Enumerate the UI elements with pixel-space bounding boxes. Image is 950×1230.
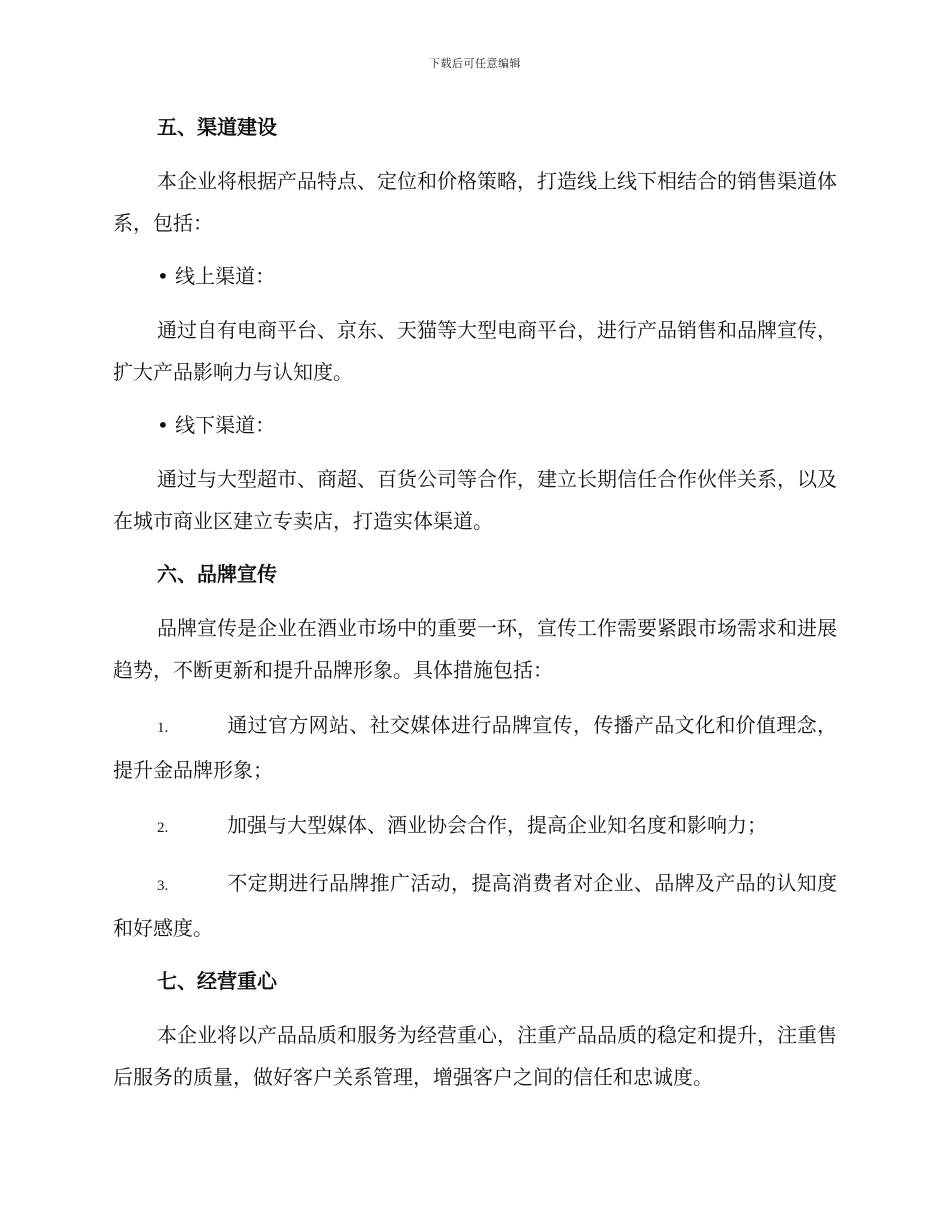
- page-header: 下载后可任意编辑: [429, 57, 521, 70]
- offline-channel-bullet: • 线下渠道：: [157, 413, 276, 437]
- brand-list-item: [113, 804, 837, 849]
- list-item-text: 通过官方网站、社交媒体进行品牌宣传，传播产品文化和价值理念，提升金品牌形象；: [113, 713, 837, 782]
- online-channel-paragraph: 通过自有电商平台、京东、天猫等大型电商平台，进行产品销售和品牌宣传，扩大产品影响力与认知度。: [113, 318, 837, 384]
- list-item-number: 2.: [157, 820, 169, 836]
- document-body: [113, 108, 837, 1111]
- list-item-text: 加强与大型媒体、酒业协会合作，提高企业知名度和影响力；: [227, 813, 767, 837]
- section-heading-channels: 五、渠道建设: [157, 115, 277, 139]
- channels-intro-paragraph: 本企业将根据产品特点、定位和价格策略，打造线上线下相结合的销售渠道体系，包括：: [113, 169, 837, 235]
- brand-intro-paragraph: 品牌宣传是企业在酒业市场中的重要一环，宣传工作需要紧跟市场需求和进展趋势，不断更新和提升品牌形象。具体措施包括：: [113, 616, 837, 682]
- list-item-text: 不定期进行品牌推广活动，提高消费者对企业、品牌及产品的认知度和好感度。: [113, 871, 837, 940]
- brand-list-item: [113, 862, 837, 949]
- online-channel-bullet: • 线上渠道：: [157, 264, 276, 288]
- focus-paragraph: 本企业将以产品品质和服务为经营重心，注重产品品质的稳定和提升，注重售后服务的质量，做好客户关系管理，增强客户之间的信任和忠诚度。: [113, 1023, 837, 1089]
- list-item-number: 3.: [157, 878, 169, 894]
- section-heading-focus: 七、经营重心: [157, 969, 277, 993]
- list-item-number: 1.: [157, 720, 169, 736]
- offline-channel-paragraph: 通过与大型超市、商超、百货公司等合作，建立长期信任合作伙伴关系，以及在城市商业区建立专卖店，打造实体渠道。: [113, 467, 837, 533]
- section-heading-brand: 六、品牌宣传: [157, 562, 277, 586]
- brand-list-item: [113, 704, 837, 791]
